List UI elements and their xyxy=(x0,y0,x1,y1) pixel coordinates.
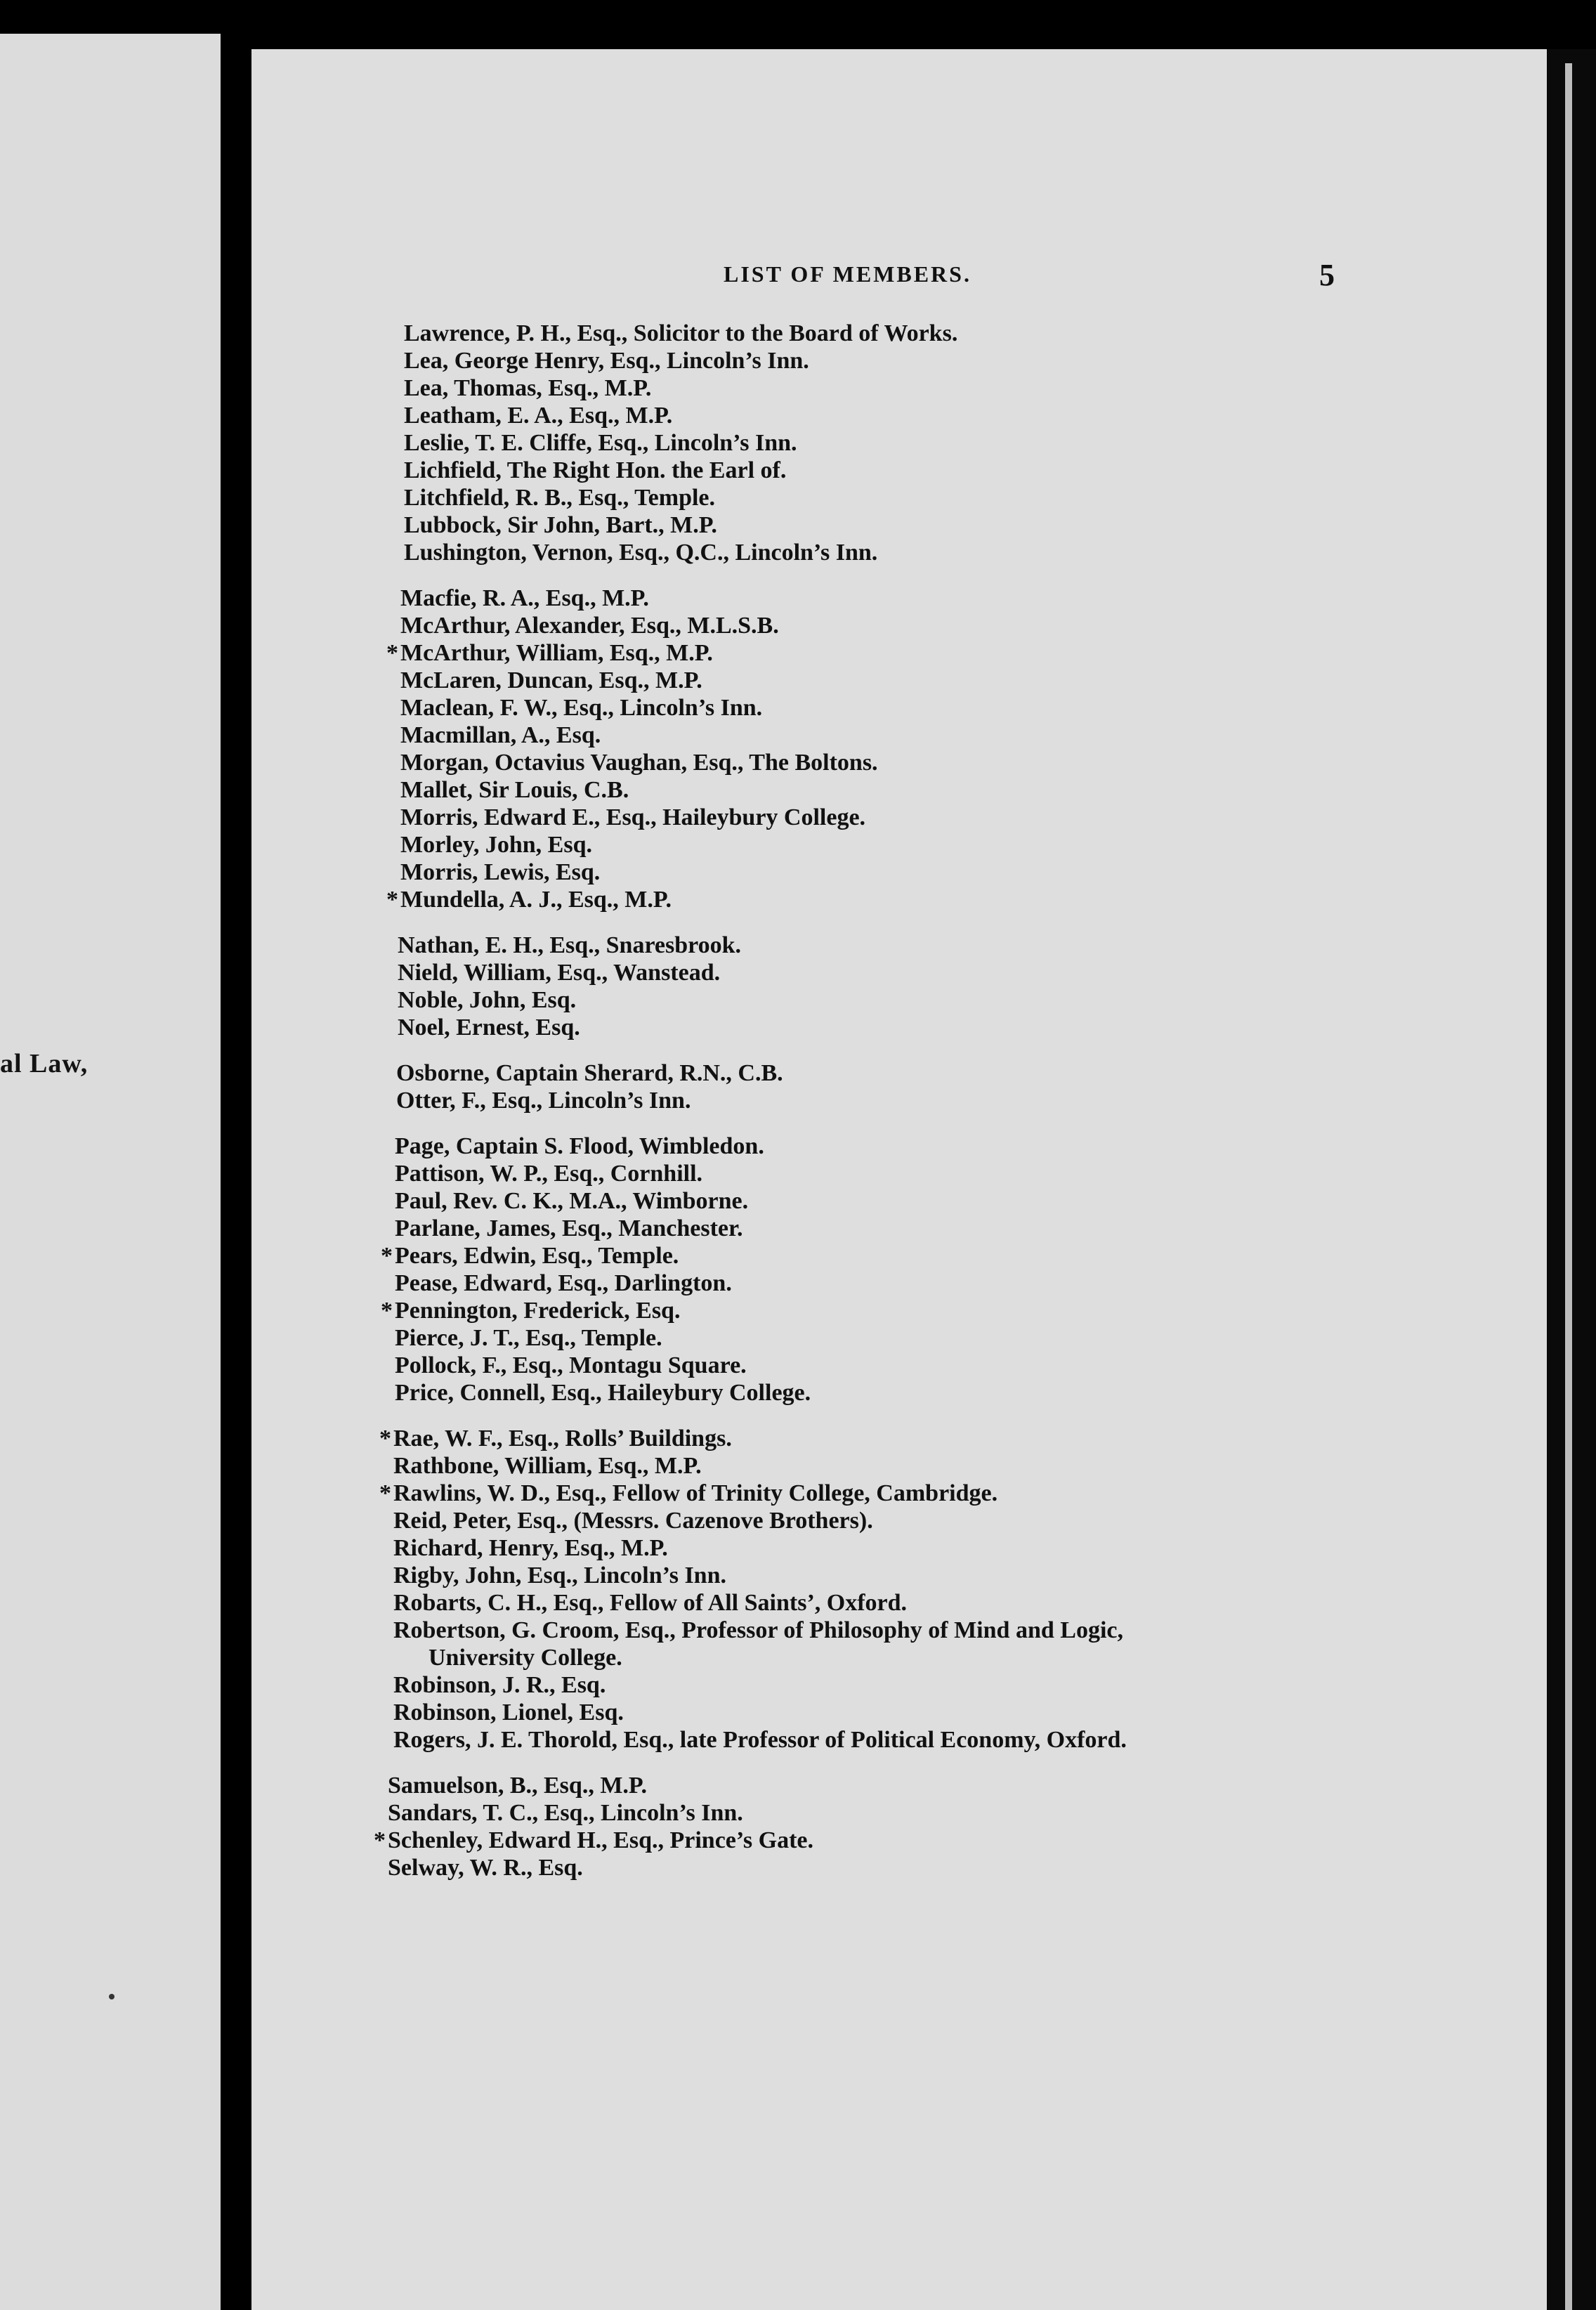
member-name: Page, Captain S. Flood, Wimbledon. xyxy=(395,1133,764,1159)
member-name: Lea, Thomas, Esq., M.P. xyxy=(404,375,652,401)
member-entry xyxy=(400,722,601,750)
member-name: Sandars, T. C., Esq., Lincoln’s Inn. xyxy=(388,1800,743,1826)
member-name: Pattison, W. P., Esq., Cornhill. xyxy=(395,1161,703,1187)
member-name: Schenley, Edward H., Esq., Prince’s Gate. xyxy=(388,1827,814,1853)
asterisk-mark: * xyxy=(379,1425,391,1451)
member-entry xyxy=(393,1589,907,1617)
member-entry xyxy=(400,776,629,804)
member-name: Paul, Rev. C. K., M.A., Wimborne. xyxy=(395,1188,749,1214)
member-entry xyxy=(395,1215,743,1243)
member-name: Rae, W. F., Esq., Rolls’ Buildings. xyxy=(393,1425,732,1451)
member-name: Pears, Edwin, Esq., Temple. xyxy=(395,1243,679,1269)
member-name: Robarts, C. H., Esq., Fellow of All Saints’, Oxford. xyxy=(393,1590,908,1616)
member-entry xyxy=(400,749,878,777)
member-name: Lubbock, Sir John, Bart., M.P. xyxy=(404,512,717,538)
member-entry xyxy=(404,402,672,430)
member-entry xyxy=(379,1480,998,1508)
member-entry xyxy=(398,959,720,987)
member-entry xyxy=(395,1270,732,1298)
member-name: Parlane, James, Esq., Manchester. xyxy=(395,1215,743,1241)
member-entry xyxy=(404,484,715,512)
asterisk-mark: * xyxy=(386,887,398,913)
member-entry xyxy=(386,639,713,667)
member-entry xyxy=(393,1534,668,1562)
member-name: Pennington, Frederick, Esq. xyxy=(395,1298,681,1324)
ink-speck xyxy=(109,1994,115,1999)
member-name: Litchfield, R. B., Esq., Temple. xyxy=(404,485,716,511)
member-name: Otter, F., Esq., Lincoln’s Inn. xyxy=(396,1088,691,1114)
asterisk-mark: * xyxy=(381,1243,393,1269)
member-name: Morgan, Octavius Vaughan, Esq., The Boltons. xyxy=(400,750,878,776)
member-name: Robertson, G. Croom, Esq., Professor of Philosophy of Mind and Logic, xyxy=(393,1617,1123,1643)
member-name: Pollock, F., Esq., Montagu Square. xyxy=(395,1352,747,1378)
member-entry xyxy=(388,1799,743,1827)
member-entry xyxy=(393,1699,624,1727)
member-name: Selway, W. R., Esq. xyxy=(388,1855,583,1881)
member-name: Pierce, J. T., Esq., Temple. xyxy=(395,1325,662,1351)
member-entry xyxy=(395,1187,748,1215)
member-entry xyxy=(393,1562,726,1590)
member-name: Price, Connell, Esq., Haileybury College. xyxy=(395,1380,811,1406)
member-entry xyxy=(386,886,672,914)
asterisk-mark: * xyxy=(381,1298,393,1324)
member-name: Reid, Peter, Esq., (Messrs. Cazenove Brothers). xyxy=(393,1508,873,1534)
member-entry xyxy=(398,1014,580,1042)
member-name: Lawrence, P. H., Esq., Solicitor to the Board of Works. xyxy=(404,320,958,346)
member-entry xyxy=(400,831,592,859)
member-entry xyxy=(395,1160,702,1188)
member-name: Lichfield, The Right Hon. the Earl of. xyxy=(404,457,787,483)
member-entry xyxy=(400,694,762,722)
member-name: Macfie, R. A., Esq., M.P. xyxy=(400,585,649,611)
member-entry xyxy=(404,347,809,375)
member-name: Mundella, A. J., Esq., M.P. xyxy=(400,887,672,913)
member-name: Morley, John, Esq. xyxy=(400,832,592,858)
member-entry xyxy=(400,585,649,613)
member-name: Leslie, T. E. Cliffe, Esq., Lincoln’s Inn. xyxy=(404,430,797,456)
right-page-strip xyxy=(1565,63,1572,2310)
member-entry xyxy=(400,804,865,832)
member-entry xyxy=(404,539,877,567)
left-page-fragment: al Law, xyxy=(0,1049,89,1078)
member-entry xyxy=(393,1671,606,1699)
member-entry xyxy=(379,1425,732,1453)
member-name: Richard, Henry, Esq., M.P. xyxy=(393,1535,668,1561)
member-name: Maclean, F. W., Esq., Lincoln’s Inn. xyxy=(400,695,763,721)
member-name: McArthur, Alexander, Esq., M.L.S.B. xyxy=(400,613,779,639)
member-name: Nield, William, Esq., Wanstead. xyxy=(398,960,721,986)
member-name: Morris, Lewis, Esq. xyxy=(400,859,601,885)
asterisk-mark: * xyxy=(379,1480,391,1506)
member-entry xyxy=(400,859,600,887)
member-entry xyxy=(429,1644,622,1672)
member-name: Noel, Ernest, Esq. xyxy=(398,1014,580,1040)
member-entry xyxy=(393,1507,873,1535)
page-number: 5 xyxy=(1319,258,1335,292)
member-entry xyxy=(374,1827,814,1855)
member-entry xyxy=(388,1854,583,1882)
member-entry xyxy=(393,1726,1127,1754)
member-name: McArthur, William, Esq., M.P. xyxy=(400,640,713,666)
member-entry xyxy=(404,511,717,540)
member-name: Nathan, E. H., Esq., Snaresbrook. xyxy=(398,932,742,958)
member-entry xyxy=(404,374,651,403)
member-name: Leatham, E. A., Esq., M.P. xyxy=(404,403,673,429)
member-entry xyxy=(381,1297,681,1325)
member-entry xyxy=(393,1617,1123,1645)
member-entry xyxy=(404,320,957,348)
member-entry xyxy=(400,612,779,640)
member-name: Rogers, J. E. Thorold, Esq., late Professor of Political Economy, Oxford. xyxy=(393,1727,1127,1753)
page-gutter xyxy=(221,0,251,2310)
member-name: Morris, Edward E., Esq., Haileybury College. xyxy=(400,804,866,830)
member-name: Osborne, Captain Sherard, R.N., C.B. xyxy=(396,1060,783,1086)
member-name: Samuelson, B., Esq., M.P. xyxy=(388,1773,648,1799)
member-name: Pease, Edward, Esq., Darlington. xyxy=(395,1270,732,1296)
member-entry xyxy=(388,1772,647,1800)
member-entry xyxy=(381,1242,679,1270)
member-entry xyxy=(404,457,786,485)
member-name: Macmillan, A., Esq. xyxy=(400,722,601,748)
member-entry xyxy=(396,1087,691,1115)
member-entry xyxy=(395,1133,764,1161)
member-name: McLaren, Duncan, Esq., M.P. xyxy=(400,667,702,693)
member-name: Noble, John, Esq. xyxy=(398,987,577,1013)
member-entry xyxy=(398,932,741,960)
member-entry xyxy=(404,429,797,457)
member-name: Rigby, John, Esq., Lincoln’s Inn. xyxy=(393,1562,726,1588)
member-name: Lea, George Henry, Esq., Lincoln’s Inn. xyxy=(404,348,809,374)
member-name: Rawlins, W. D., Esq., Fellow of Trinity College, Cambridge. xyxy=(393,1480,998,1506)
asterisk-mark: * xyxy=(386,640,398,666)
member-entry xyxy=(395,1352,747,1380)
member-entry xyxy=(396,1059,783,1088)
member-entry xyxy=(393,1452,702,1480)
running-header: LIST OF MEMBERS. xyxy=(724,261,972,287)
member-entry xyxy=(398,986,576,1014)
asterisk-mark: * xyxy=(374,1827,386,1853)
member-name: Rathbone, William, Esq., M.P. xyxy=(393,1453,702,1479)
member-name: Lushington, Vernon, Esq., Q.C., Lincoln’s Inn. xyxy=(404,540,878,566)
member-name: University College. xyxy=(429,1645,622,1671)
member-entry xyxy=(400,667,702,695)
member-name: Robinson, J. R., Esq. xyxy=(393,1672,606,1698)
left-page-edge xyxy=(0,34,221,2310)
member-entry xyxy=(395,1324,662,1352)
member-entry xyxy=(395,1379,811,1407)
member-name: Robinson, Lionel, Esq. xyxy=(393,1699,624,1725)
member-name: Mallet, Sir Louis, C.B. xyxy=(400,777,629,803)
